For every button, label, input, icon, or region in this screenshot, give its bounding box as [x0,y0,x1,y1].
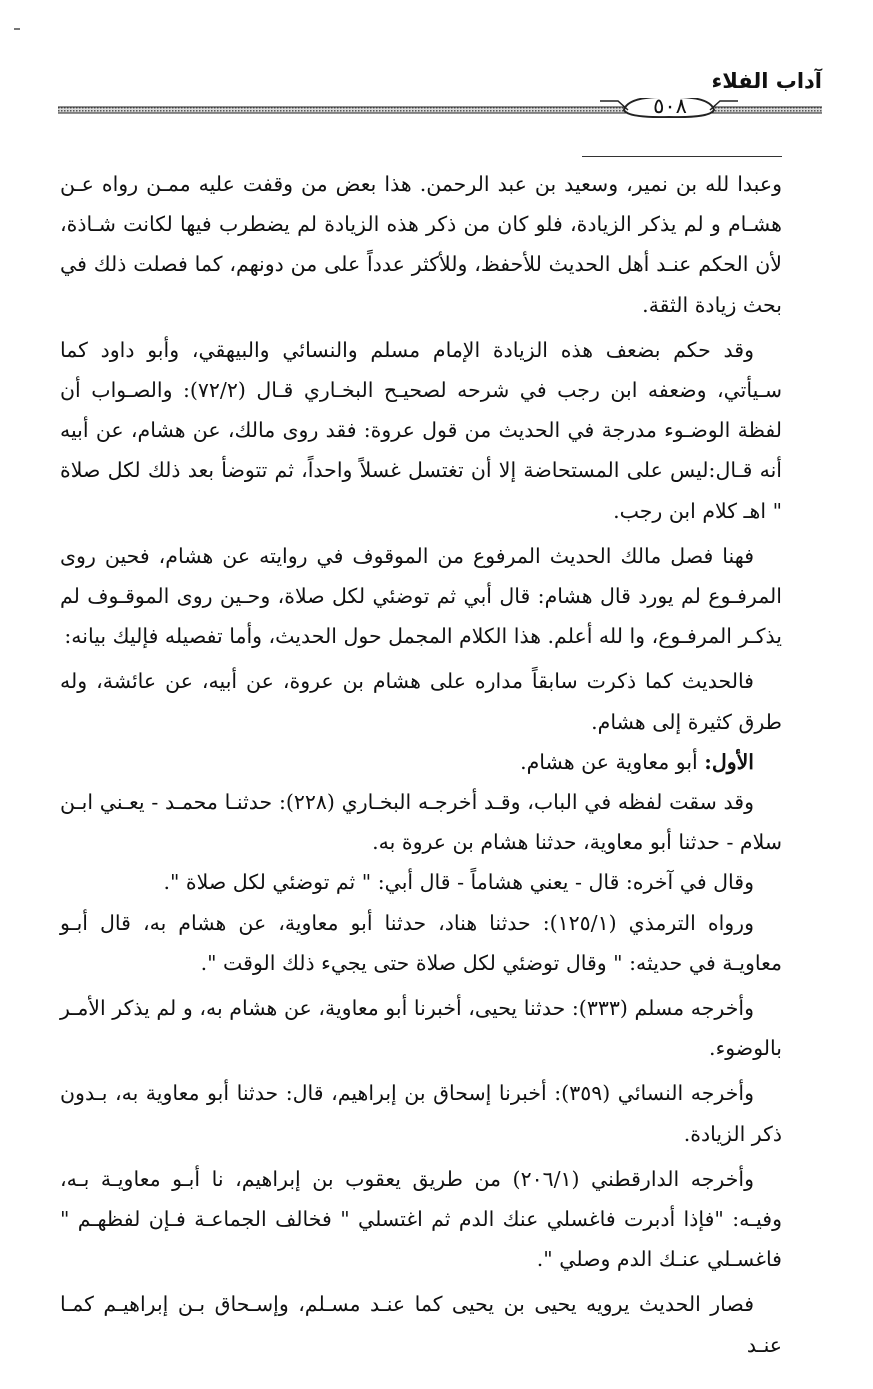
paragraph-9: وأخرجه مسلم (٣٣٣): حدثنا يحيى، أخبرنا أبو معاوية، عن هشام به، و لم يذكر الأمـر بالوضوء. [60,996,782,1061]
running-head-title: آداب الفلاء [711,69,822,93]
paragraph-5 [60,742,782,782]
paragraph-10: وأخرجه النسائي (٣٥٩): أخبرنا إسحاق بن إبراهيم، قال: حدثنا أبو معاوية به، بـدون ذكر الزيادة. [60,1081,782,1146]
section-label: الأول: [704,749,754,774]
page-number: ٥٠٨ [653,94,687,118]
paragraph-3: فهنا فصل مالك الحديث المرفوع من الموقوف في روايته عن هشام، فحين روى المرفـوع لم يورد قال هشام: قال أبي ثم توضئي لكل صلاة، وحـين روى الموقـوف لم يذكـر المرفـوع، وا لله أعلم. هذا الكلام المجمل حول الحديث، وأما تفصيله فإليك بيانه: [60,543,782,649]
separator-line [582,156,782,157]
paragraph-8: ورواه الترمذي (١٢٥/١): حدثنا هناد، حدثنا أبو معاوية، عن هشام به، قال أبـو معاويـة في حديثه: " وقال توضئي لكل صلاة حتى يجيء ذلك الوقت ". [60,910,782,975]
page-body [60,164,782,1365]
paragraph-4: فالحديث كما ذكرت سابقاً مداره على هشام بن عروة، عن أبيه، عن عائشة، وله طرق كثيرة إلى هشام. [60,669,782,734]
section-text: أبو معاوية عن هشام. [520,749,705,774]
paragraph-11: وأخرجه الدارقطني (٢٠٦/١) من طريق يعقوب بن إبراهيم، نا أبـو معاويـة بـه، وفيـه: "فإذا أدبرت فاغسلي عنك الدم ثم اغتسلي " فخالف الجماعـة فـإن لفظهـم " فاغسـلي عنـك الدم وصلي ". [60,1166,782,1272]
paragraph-1: وعبدا لله بن نمير، وسعيد بن عبد الرحمن. هذا بعض من وقفت عليه ممـن رواه عـن هشـام و لم يذكر الزيادة، فلو كان من ذكر هذه الزيادة لم يضطرب فيها لكانت شـاذة، لأن الحكم عنـد أهل الحديث للأحفظ، وللأكثر عدداً على من دونهم، كما فصلت ذلك في بحث زيادة الثقة. [60,172,782,317]
paragraph-2: وقد حكم بضعف هذه الزيادة الإمام مسلم والنسائي والبيهقي، وأبو داود كما سـيأتي، وضعفه ابن رجب في شرحه لصحيـح البخـاري قـال (٧٢/٢): والصـواب أن لفظة الوضـوء مدرجة في الحديث من قول عروة: فقد روى مالك، عن هشام، عن أبيه أنه قـال:ليس على المستحاضة إلا أن تغتسل غسلاً واحداً، ثم تتوضأ بعد ذلك لكل صلاة " اهـ كلام ابن رجب. [60,337,783,523]
paragraph-12: فصار الحديث يرويه يحيى بن يحيى كما عنـد مسـلم، وإسـحاق بـن إبراهيـم كمـا عنـد [60,1292,782,1357]
scan-mark [14,28,20,30]
paragraph-7: وقال في آخره: قال - يعني هشاماً - قال أبي: " ثم توضئي لكل صلاة ". [163,870,754,895]
paragraph-6: وقد سقت لفظه في الباب، وقـد أخرجـه البخـاري (٢٢٨): حدثنـا محمـد - يعـني ابـن سلام - حدثنا أبو معاوية، حدثنا هشام بن عروة به. [60,790,782,855]
